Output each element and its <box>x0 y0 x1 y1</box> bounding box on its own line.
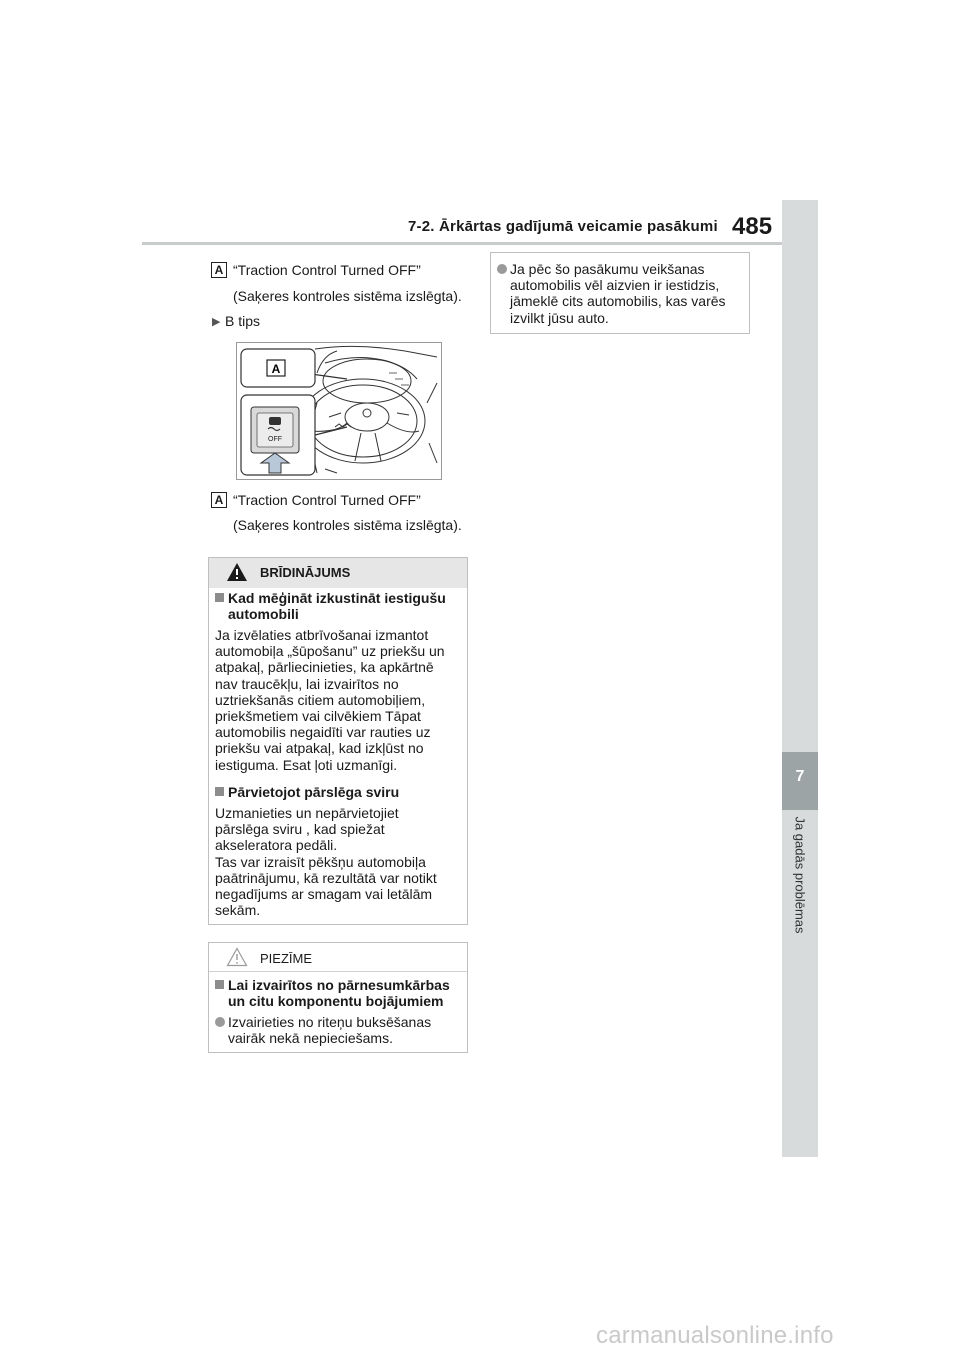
watermark-text: carmanualsonline.info <box>596 1322 834 1349</box>
note-heading-line-2: un citu komponentu bojājumiem <box>228 993 444 1009</box>
warning-heading-1-line-2: automobili <box>228 606 299 622</box>
paragraph-line: Tas var izraisīt pēkšņu automobiļa <box>215 853 426 870</box>
paragraph-line: atpakaļ, pārliecinieties, ka apkārtnē <box>215 659 434 676</box>
paragraph-line: automobiļa „šūpošanu” uz priekšu un <box>215 643 445 660</box>
paragraph-line: Uzmanieties un nepārvietojiet <box>215 805 399 821</box>
round-bullet-icon <box>497 264 507 274</box>
caution-outline-icon <box>226 947 248 967</box>
off-button-text: OFF <box>268 436 282 443</box>
warning-paragraph-2 <box>215 805 437 918</box>
paragraph-line: priekšmetiem vai cilvēkiem Tāpat <box>215 708 421 725</box>
square-bullet-icon <box>215 787 224 796</box>
paragraph-line: sekām. <box>215 902 261 919</box>
warning-heading-1-line-1: Kad mēģināt izkustināt iestigušu <box>228 590 446 606</box>
display-message-text-2: “Traction Control Turned OFF” <box>233 492 421 508</box>
paragraph-line: nav traucēkļu, lai izvairītos no <box>215 675 399 692</box>
dashboard-drawing <box>237 343 441 479</box>
note-bullet-text <box>228 1014 431 1046</box>
page-number: 485 <box>732 213 773 240</box>
triangle-bullet-icon: ▶ <box>212 316 221 328</box>
display-message-translation-2: (Saķeres kontroles sistēma izslēgta). <box>233 517 462 533</box>
type-b-label: B tips <box>225 313 261 329</box>
paragraph-line: akseleratora pedāli. <box>215 837 338 854</box>
round-bullet-icon <box>215 1017 225 1027</box>
paragraph-line: automobilis negaidīti var rauties uz <box>215 724 431 741</box>
callout-label-a: A <box>271 362 281 376</box>
paragraph-line: Ja pēc šo pasākumu veikšanas <box>510 261 705 277</box>
warning-paragraph-1 <box>215 627 445 773</box>
chapter-number: 7 <box>795 768 805 785</box>
display-message-text: “Traction Control Turned OFF” <box>233 262 421 278</box>
tip-text <box>510 261 726 326</box>
warning-title: BRĪDINĀJUMS <box>260 565 351 580</box>
paragraph-line: jāmeklē cits automobilis, kas varēs <box>510 293 726 310</box>
paragraph-line: priekšu vai atpakaļ, kad izkļūst no <box>215 740 424 757</box>
header-divider <box>142 242 782 245</box>
chapter-side-tab <box>782 200 818 1157</box>
label-a-box-2: A <box>211 492 227 508</box>
paragraph-line: negadījums ar smagam vai letālām <box>215 886 433 903</box>
warning-heading-2: Pārvietojot pārslēga sviru <box>228 784 400 800</box>
paragraph-line: paātrinājumu, kā rezultātā var notikt <box>215 869 437 886</box>
display-message-translation: (Saķeres kontroles sistēma izslēgta). <box>233 288 462 304</box>
square-bullet-icon <box>215 980 224 989</box>
note-title: PIEZĪME <box>260 951 313 966</box>
paragraph-line: izvilkt jūsu auto. <box>510 309 609 326</box>
note-heading-line-1: Lai izvairītos no pārnesumkārbas <box>228 977 450 993</box>
label-a-box: A <box>211 262 227 278</box>
paragraph-line: Izvairieties no riteņu buksēšanas <box>228 1014 432 1030</box>
paragraph-line: vairāk nekā nepieciešams. <box>228 1030 393 1047</box>
dashboard-illustration <box>236 342 442 480</box>
square-bullet-icon <box>215 593 224 602</box>
note-divider <box>209 971 467 972</box>
paragraph-line: uztriekšanās citiem automobiļiem, <box>215 691 426 708</box>
section-title: 7-2. Ārkārtas gadījumā veicamie pasākumi <box>408 218 718 235</box>
paragraph-line: pārslēga sviru , kad spiežat <box>215 821 385 838</box>
paragraph-line: Ja izvēlaties atbrīvošanai izmantot <box>215 627 429 643</box>
paragraph-line: automobilis vēl aizvien ir iestidzis, <box>510 277 720 294</box>
paragraph-line: iestiguma. Esat ļoti uzmanīgi. <box>215 756 398 773</box>
chapter-title: Ja gadās problēmas <box>792 816 808 934</box>
warning-triangle-icon <box>226 562 248 582</box>
